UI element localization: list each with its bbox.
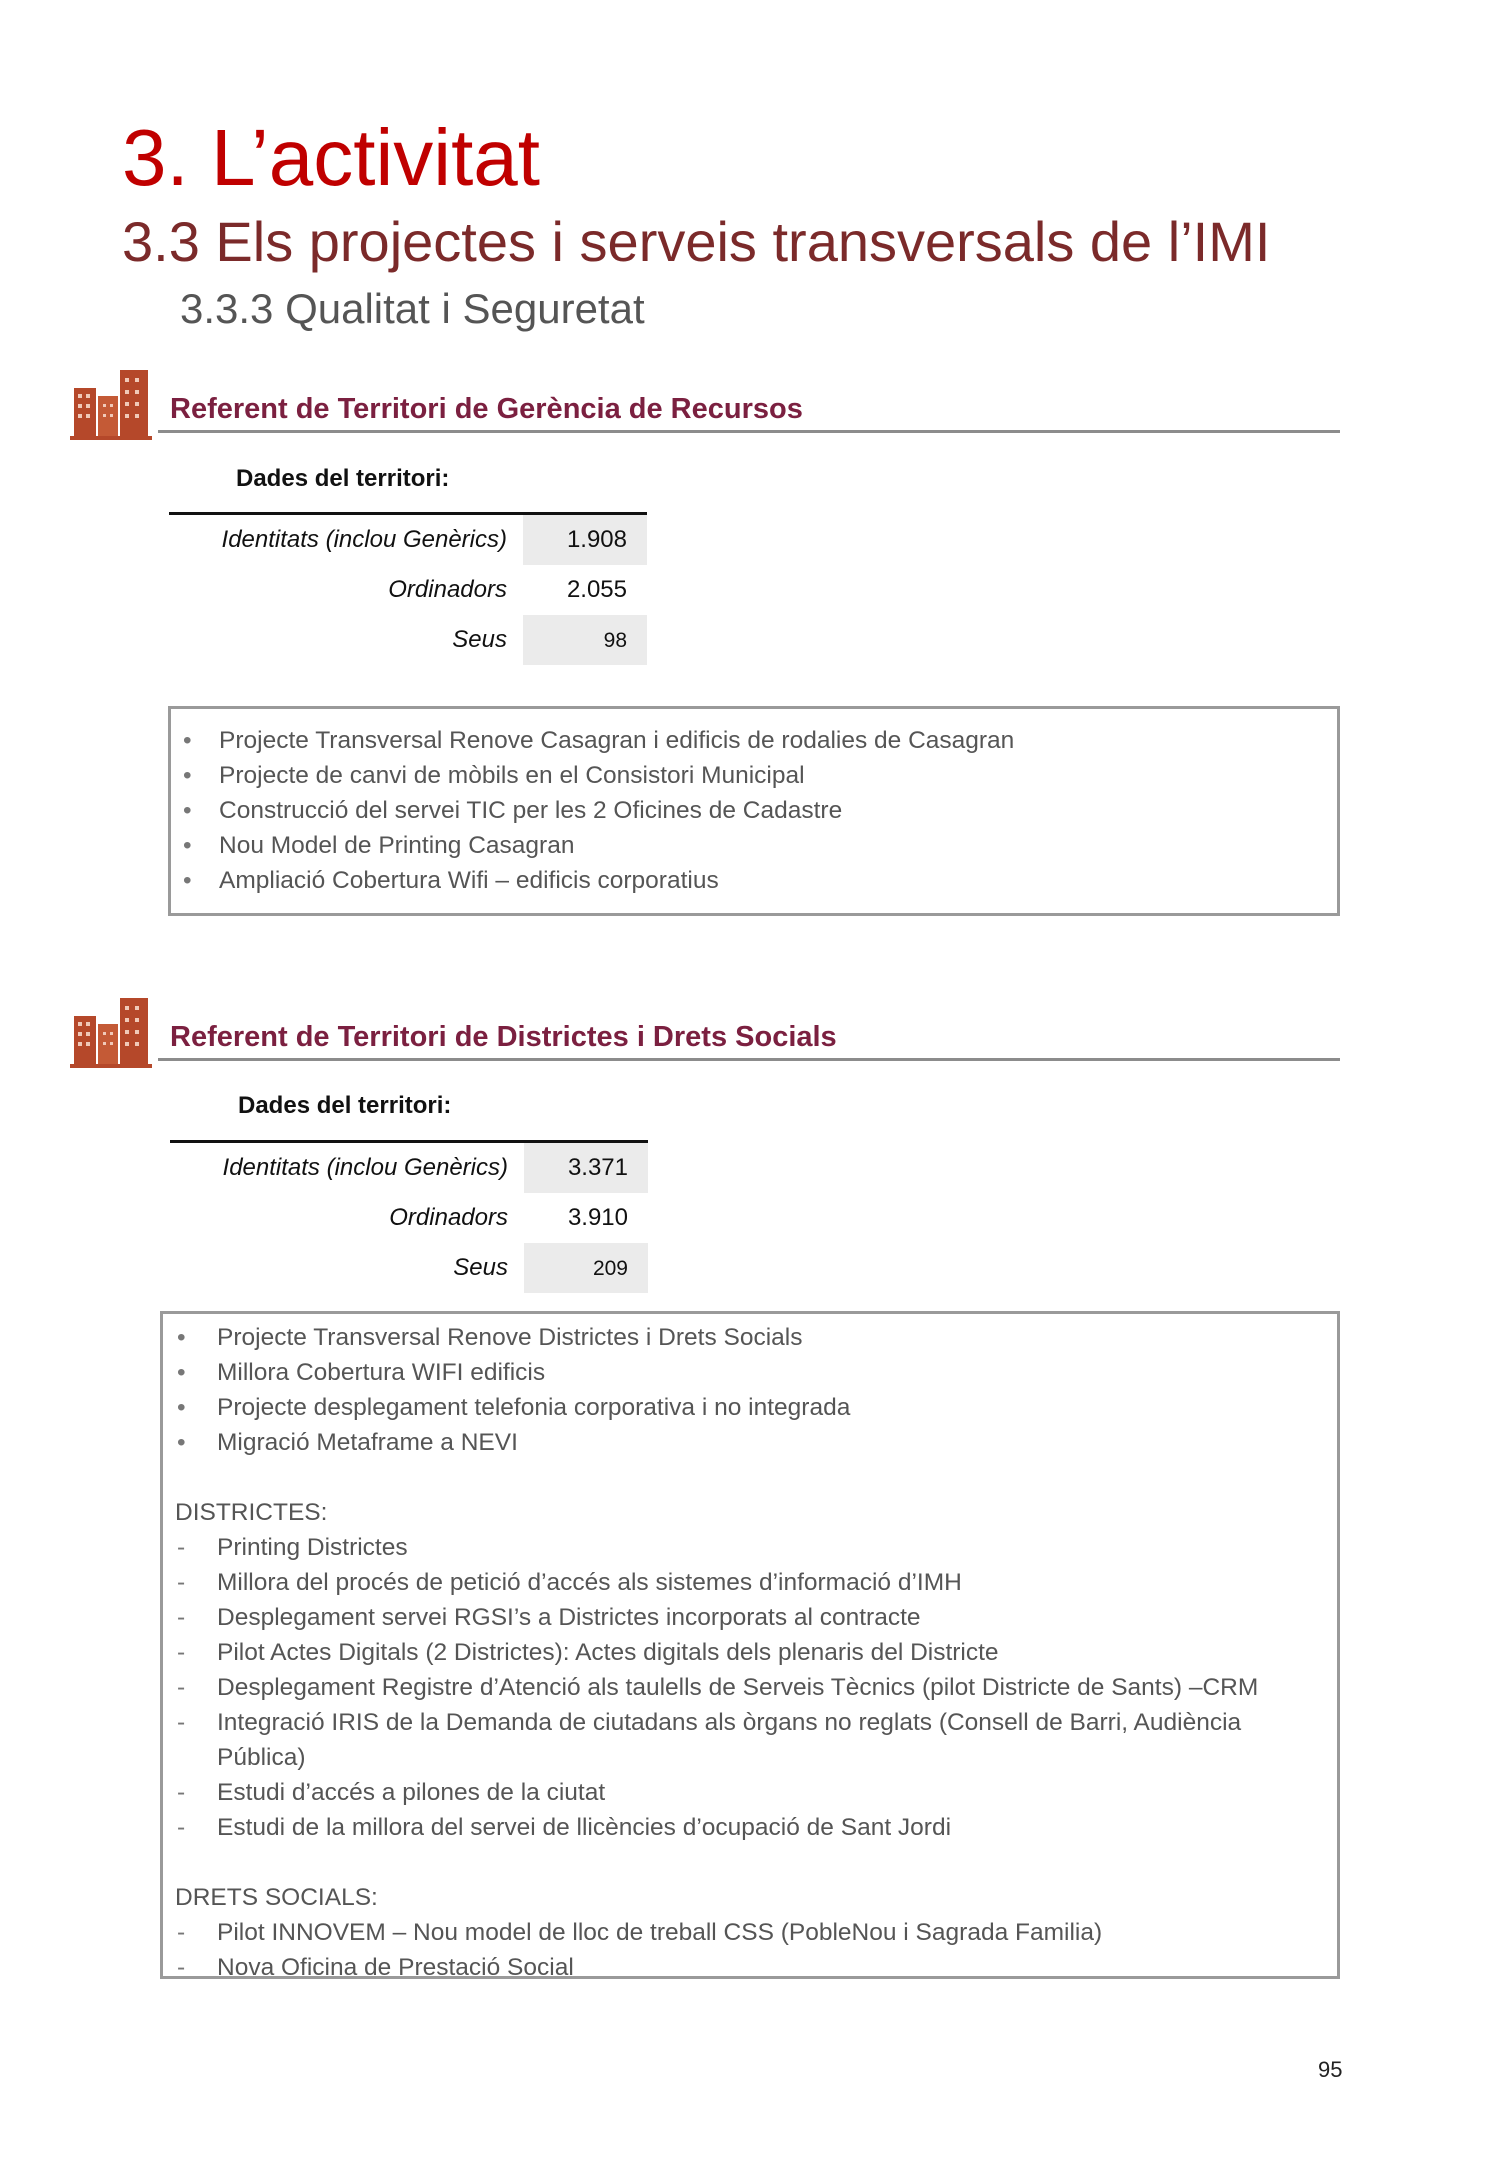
list-item-text: Integració IRIS de la Demanda de ciutadans als òrgans no reglats (Consell de Barri, Audiència Pública)	[217, 1709, 1242, 1771]
list-item-text: Projecte Transversal Renove Districtes i Drets Socials	[217, 1324, 803, 1351]
bullet-icon: •	[177, 1394, 186, 1421]
spacer	[163, 1845, 1317, 1880]
stat-row	[170, 1243, 648, 1293]
list-item	[163, 1530, 1317, 1565]
dash-icon: -	[177, 1674, 186, 1701]
list-item-text: Ampliació Cobertura Wifi – edificis corporatius	[219, 867, 719, 894]
page-number: 95	[1318, 2057, 1343, 2082]
list-item-text: Projecte desplegament telefonia corporativa i no integrada	[217, 1394, 851, 1421]
dash-icon: -	[177, 1919, 186, 1946]
bullet-icon: •	[177, 1359, 186, 1386]
list-item-text: Millora del procés de petició d’accés als sistemes d’informació d’IMH	[217, 1569, 962, 1596]
list-item-text: Millora Cobertura WIFI edificis	[217, 1359, 546, 1386]
dash-icon: -	[177, 1639, 186, 1666]
list-item-text: Pilot INNOVEM – Nou model de lloc de treball CSS (PobleNou i Sagrada Familia)	[217, 1919, 1103, 1946]
section-heading: Referent de Territori de Gerència de Recursos	[170, 393, 803, 425]
bullet-icon: •	[183, 832, 192, 859]
list-item	[163, 1670, 1317, 1705]
bullet-icon: •	[183, 727, 192, 754]
bullet-icon: •	[183, 797, 192, 824]
list-item	[171, 723, 1337, 758]
list-item	[163, 1705, 1317, 1775]
section-heading: Referent de Territori de Districtes i Drets Socials	[170, 1021, 837, 1053]
list-item	[163, 1810, 1317, 1845]
list-item-text: Nova Oficina de Prestació Social	[217, 1954, 574, 1981]
list-item-text: Estudi d’accés a pilones de la ciutat	[217, 1779, 606, 1806]
building-icon	[70, 366, 152, 440]
list-item-text: Pilot Actes Digitals (2 Districtes): Actes digitals dels plenaris del Districte	[217, 1639, 999, 1666]
list-item	[171, 793, 1337, 828]
stat-label: Seus	[453, 1254, 508, 1281]
list-item-text: Printing Districtes	[217, 1534, 408, 1561]
stat-row	[169, 615, 647, 665]
stat-value: 2.055	[566, 576, 627, 603]
list-item-text: Construcció del servei TIC per les 2 Oficines de Cadastre	[219, 797, 843, 824]
stat-value: 209	[524, 1243, 648, 1293]
list-item	[171, 828, 1337, 863]
stat-label: Seus	[452, 626, 507, 653]
list-item	[163, 1355, 1317, 1390]
projects-box	[160, 1311, 1340, 1979]
drets-socials-heading: DRETS SOCIALS:	[175, 1884, 378, 1911]
list-item	[163, 1565, 1317, 1600]
list-item-text: Desplegament Registre d’Atenció als taulells de Serveis Tècnics (pilot Districte de Sants) –CRM	[217, 1674, 1259, 1701]
stat-row	[169, 515, 647, 565]
list-item-text: Projecte Transversal Renove Casagran i edificis de rodalies de Casagran	[219, 727, 1015, 754]
stats-table	[169, 512, 647, 665]
list-item	[163, 1635, 1317, 1670]
list-item	[163, 1320, 1317, 1355]
stat-row	[170, 1143, 648, 1193]
spacer	[163, 1460, 1317, 1495]
bullet-icon: •	[183, 762, 192, 789]
dash-icon: -	[177, 1954, 186, 1981]
chapter-title: 3. L’activitat	[122, 113, 541, 202]
list-item	[163, 1425, 1317, 1460]
list-item	[163, 1600, 1317, 1635]
stat-value: 1.908	[523, 515, 647, 565]
list-item	[171, 758, 1337, 793]
stat-label: Ordinadors	[388, 576, 507, 603]
dash-icon: -	[177, 1569, 186, 1596]
data-label: Dades del territori:	[236, 465, 450, 492]
dash-icon: -	[177, 1709, 186, 1736]
stat-row	[169, 565, 647, 615]
stats-table	[170, 1140, 648, 1293]
projects-box	[168, 706, 1340, 916]
list-item-text: Estudi de la millora del servei de llicències d’ocupació de Sant Jordi	[217, 1814, 952, 1841]
dash-icon: -	[177, 1534, 186, 1561]
stat-value: 98	[523, 615, 647, 665]
stat-label: Identitats (inclou Genèrics)	[221, 526, 507, 553]
subsection-title: 3.3.3 Qualitat i Seguretat	[180, 285, 645, 332]
list-item-text: Desplegament servei RGSI’s a Districtes incorporats al contracte	[217, 1604, 921, 1631]
stat-row	[170, 1193, 648, 1243]
list-item	[163, 1950, 1317, 1985]
list-item-text: Migració Metaframe a NEVI	[217, 1429, 518, 1456]
dash-icon: -	[177, 1604, 186, 1631]
stat-value: 3.371	[524, 1143, 648, 1193]
list-item	[163, 1390, 1317, 1425]
building-icon	[70, 994, 152, 1068]
list-item-text: Projecte de canvi de mòbils en el Consistori Municipal	[219, 762, 805, 789]
stat-label: Ordinadors	[389, 1204, 508, 1231]
dash-icon: -	[177, 1779, 186, 1806]
stat-label: Identitats (inclou Genèrics)	[222, 1154, 508, 1181]
list-item	[171, 863, 1337, 898]
list-item	[163, 1775, 1317, 1810]
list-item	[163, 1915, 1317, 1950]
list-item-text: Nou Model de Printing Casagran	[219, 832, 575, 859]
bullet-icon: •	[177, 1429, 186, 1456]
section-divider	[158, 430, 1340, 433]
bullet-icon: •	[183, 867, 192, 894]
data-label: Dades del territori:	[238, 1092, 452, 1119]
dash-icon: -	[177, 1814, 186, 1841]
stat-value: 3.910	[567, 1204, 628, 1231]
section-divider	[158, 1058, 1340, 1061]
districtes-heading: DISTRICTES:	[175, 1499, 328, 1526]
section-title: 3.3 Els projectes i serveis transversals de l’IMI	[122, 210, 1271, 273]
bullet-icon: •	[177, 1324, 186, 1351]
